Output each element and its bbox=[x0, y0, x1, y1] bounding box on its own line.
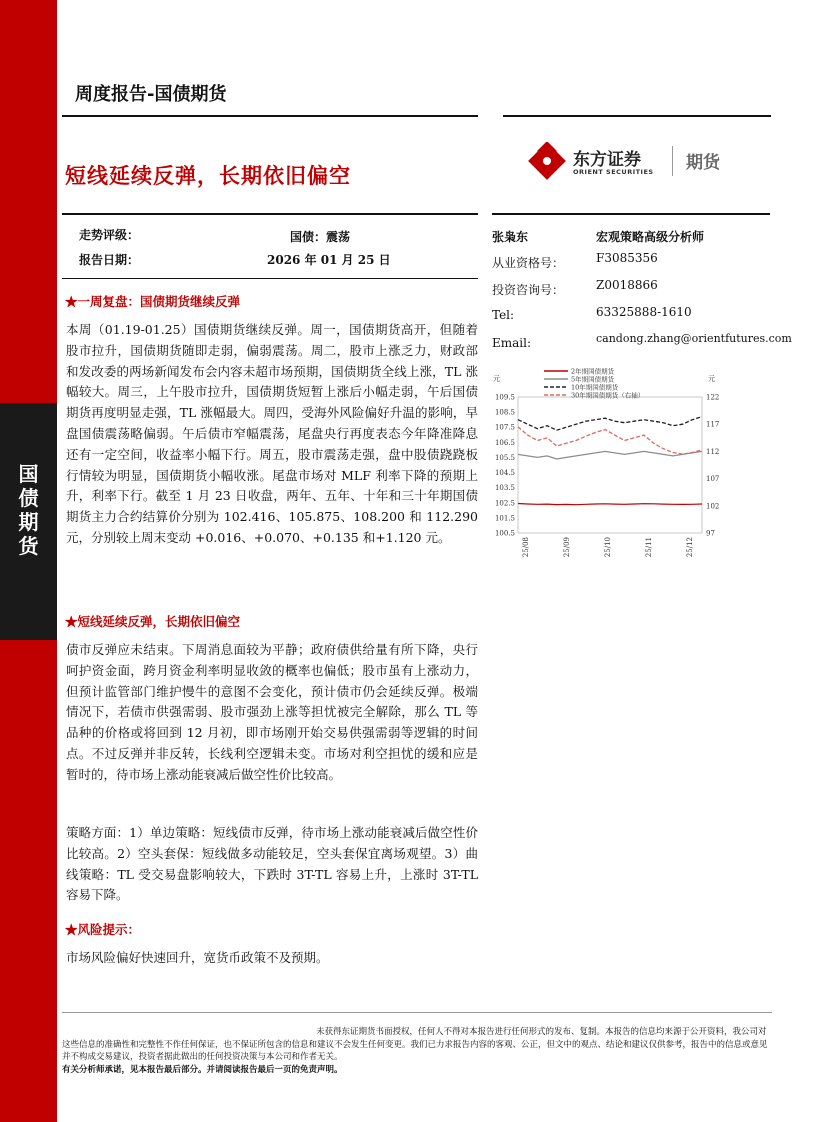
chart-series-line-3 bbox=[518, 427, 702, 454]
chart-series-line-0 bbox=[518, 504, 702, 505]
chart-left-tick-label: 108.5 bbox=[494, 408, 515, 417]
chart-legend-label: 5年期国债期货 bbox=[571, 375, 615, 384]
side-tab-label: 国 债 期 货 bbox=[18, 462, 39, 558]
chart-series-line-2 bbox=[518, 417, 702, 431]
chart-left-tick-label: 105.5 bbox=[494, 453, 515, 462]
page-title: 短线延续反弹，长期依旧偏空 bbox=[65, 164, 351, 188]
meta-divider-right bbox=[492, 213, 770, 215]
analyst-label-email: Email: bbox=[492, 336, 532, 350]
header-divider-left bbox=[62, 115, 478, 117]
risk-paragraph bbox=[66, 948, 478, 969]
header-divider-right bbox=[503, 115, 771, 117]
review-text: 本周（01.19-01.25）国债期货继续反弹。周一，国债期货高开，但随着股市拉升，国债期货随即走弱，偏弱震荡。周二，股市上涨乏力，财政部和发改委的两场新闻发布会内容未超市场预期，国债期货全线上涨，TL 涨幅较大。周三，上午股市拉升，国债期货短暂上涨后小幅走弱，午后国债期货再度明显走强，TL 涨幅最大。周四，受海外风险偏好升温的影响，早盘国债震荡略偏弱。午后债市窄幅震荡，尾盘央行再度表态今年降准降息还有一定空间，收益率小幅下行。周五，股市震荡走强，盘中股债跷跷板行情较为明显，国债期货小幅收涨。尾盘市场对 MLF 利率下降的预期上升，利率下行。截至 1 月 23 日收盘，两年、五年、十年和三十年期国债期货主力合约结算价分别为 102.416、105.875、108.200 和 112.290 元，分别较上周末变动 +0.016、+0.070、+0.135 和+1.120 元。 bbox=[66, 322, 478, 545]
chart-right-tick-label: 122 bbox=[706, 393, 720, 402]
chart-right-tick-label: 102 bbox=[706, 502, 720, 511]
logo-division: 期货 bbox=[686, 153, 720, 173]
chart-left-tick-label: 107.5 bbox=[494, 423, 515, 432]
risk-section-title: ★风险提示： bbox=[65, 922, 141, 937]
report-type: 周度报告-国债期货 bbox=[75, 84, 227, 105]
footer-disclaimer: 未获得东证期货书面授权，任何人不得对本报告进行任何形式的发布、复制。本报告的信息均来源于公开资料，我公司对这些信息的准确性和完整性不作任何保证，也不保证所包含的信息和建议不会发生任何变更。我们已力求报告内容的客观、公正，但文中的观点、结论和建议仅供参考，报告中的信息或意见并不构成交易建议，投资者据此做出的任何投资决策与本公司和作者无关。 bbox=[62, 1027, 768, 1062]
trend-value: 国债：震荡 bbox=[290, 230, 351, 244]
chart-right-tick-label: 97 bbox=[706, 529, 715, 538]
chart-legend-label: 2年期国债期货 bbox=[571, 367, 615, 376]
chart-left-tick-label: 102.5 bbox=[494, 499, 515, 508]
analyst-value-tel: 63325888-1610 bbox=[596, 305, 692, 319]
analyst-value-license: F3085356 bbox=[596, 251, 658, 265]
date-label: 报告日期： bbox=[79, 253, 140, 267]
chart-right-tick-label: 117 bbox=[706, 420, 720, 429]
analyst-name: 张枭东 bbox=[492, 230, 529, 244]
review-section-title: ★一周复盘：国债期货继续反弹 bbox=[65, 294, 241, 309]
chart-left-tick-label: 103.5 bbox=[494, 484, 515, 493]
chart-left-tick-label: 100.5 bbox=[494, 529, 515, 538]
analyst-role: 宏观策略高级分析师 bbox=[596, 230, 705, 244]
chart-right-tick-label: 112 bbox=[706, 447, 720, 456]
chart-plot-frame bbox=[518, 397, 702, 533]
analyst-value-consult: Z0018866 bbox=[596, 278, 658, 292]
footer-notice: 有关分析师承诺，见本报告最后部分。并请阅读报告最后一页的免责声明。 bbox=[62, 1065, 343, 1075]
analyst-label-consult: 投资咨询号： bbox=[492, 283, 565, 297]
chart-left-unit: 元 bbox=[493, 375, 500, 383]
meta-bottom-divider bbox=[62, 278, 478, 279]
footer-divider bbox=[62, 1012, 772, 1013]
outlook-paragraph bbox=[66, 640, 478, 786]
chart-left-tick-label: 101.5 bbox=[494, 514, 515, 523]
strategy-text: 策略方面：1）单边策略：短线债市反弹，待市场上涨动能衰减后做空性价比较高。2）空头套保：短线做多动能较足，空头套保宜离场观望。3）曲线策略：TL 受交易盘影响较大，下跌时 3T-TL 容易上升，上涨时 3T-TL 容易下降。 bbox=[66, 825, 478, 903]
analyst-value-email: candong.zhang@orientfutures.com bbox=[596, 332, 792, 345]
chart-legend-label: 30年期国债期货（右轴） bbox=[571, 391, 645, 400]
chart-legend-label: 10年期国债期货 bbox=[571, 383, 619, 392]
strategy-paragraph bbox=[66, 823, 478, 906]
trend-label: 走势评级： bbox=[79, 228, 140, 242]
logo-name-en: ORIENT SECURITIES bbox=[573, 168, 654, 176]
chart-x-tick-label: 25/10 bbox=[604, 537, 612, 558]
logo-separator bbox=[672, 146, 673, 176]
chart-left-tick-label: 104.5 bbox=[494, 469, 515, 478]
analyst-label-license: 从业资格号： bbox=[492, 256, 565, 270]
chart-x-tick-label: 25/09 bbox=[563, 537, 571, 558]
outlook-text: 债市反弹应未结束。下周消息面较为平静；政府债供给量有所下降，央行呵护资金面，跨月资金利率明显收敛的概率也偏低；股市虽有上涨动力，但预计监管部门维护慢牛的意图不会变化，预计债市仍会延续反弹。极端情况下，若债市供强需弱、股市强劲上涨等担忧被完全解除，那么 TL 等品种的价格或将回到 12 月初，即市场刚开始交易供强需弱等逻辑的时间点。不过反弹并非反转，长线利空逻辑未变。市场对利空担忧的缓和应是暂时的，待市场上涨动能衰减后做空性价比较高。 bbox=[66, 642, 478, 782]
chart-right-tick-label: 107 bbox=[706, 475, 720, 484]
chart-left-tick-label: 109.5 bbox=[494, 393, 515, 402]
chart-x-tick-label: 25/08 bbox=[522, 537, 530, 558]
chart-x-tick-label: 25/12 bbox=[686, 537, 694, 558]
chart-x-tick-label: 25/11 bbox=[645, 537, 653, 558]
chart-right-unit: 元 bbox=[708, 375, 715, 383]
futures-price-chart bbox=[484, 365, 724, 570]
orient-logo-icon bbox=[528, 142, 568, 182]
logo-name-cn: 东方证券 bbox=[573, 150, 641, 170]
review-paragraph bbox=[66, 320, 478, 549]
outlook-section-title: ★短线延续反弹，长期依旧偏空 bbox=[65, 614, 241, 629]
risk-text: 市场风险偏好快速回升，宽货币政策不及预期。 bbox=[66, 950, 329, 965]
analyst-label-tel: Tel: bbox=[492, 308, 515, 322]
meta-divider-left bbox=[62, 213, 478, 215]
chart-left-tick-label: 106.5 bbox=[494, 438, 515, 447]
date-value: 2026 年 01 月 25 日 bbox=[267, 253, 391, 267]
